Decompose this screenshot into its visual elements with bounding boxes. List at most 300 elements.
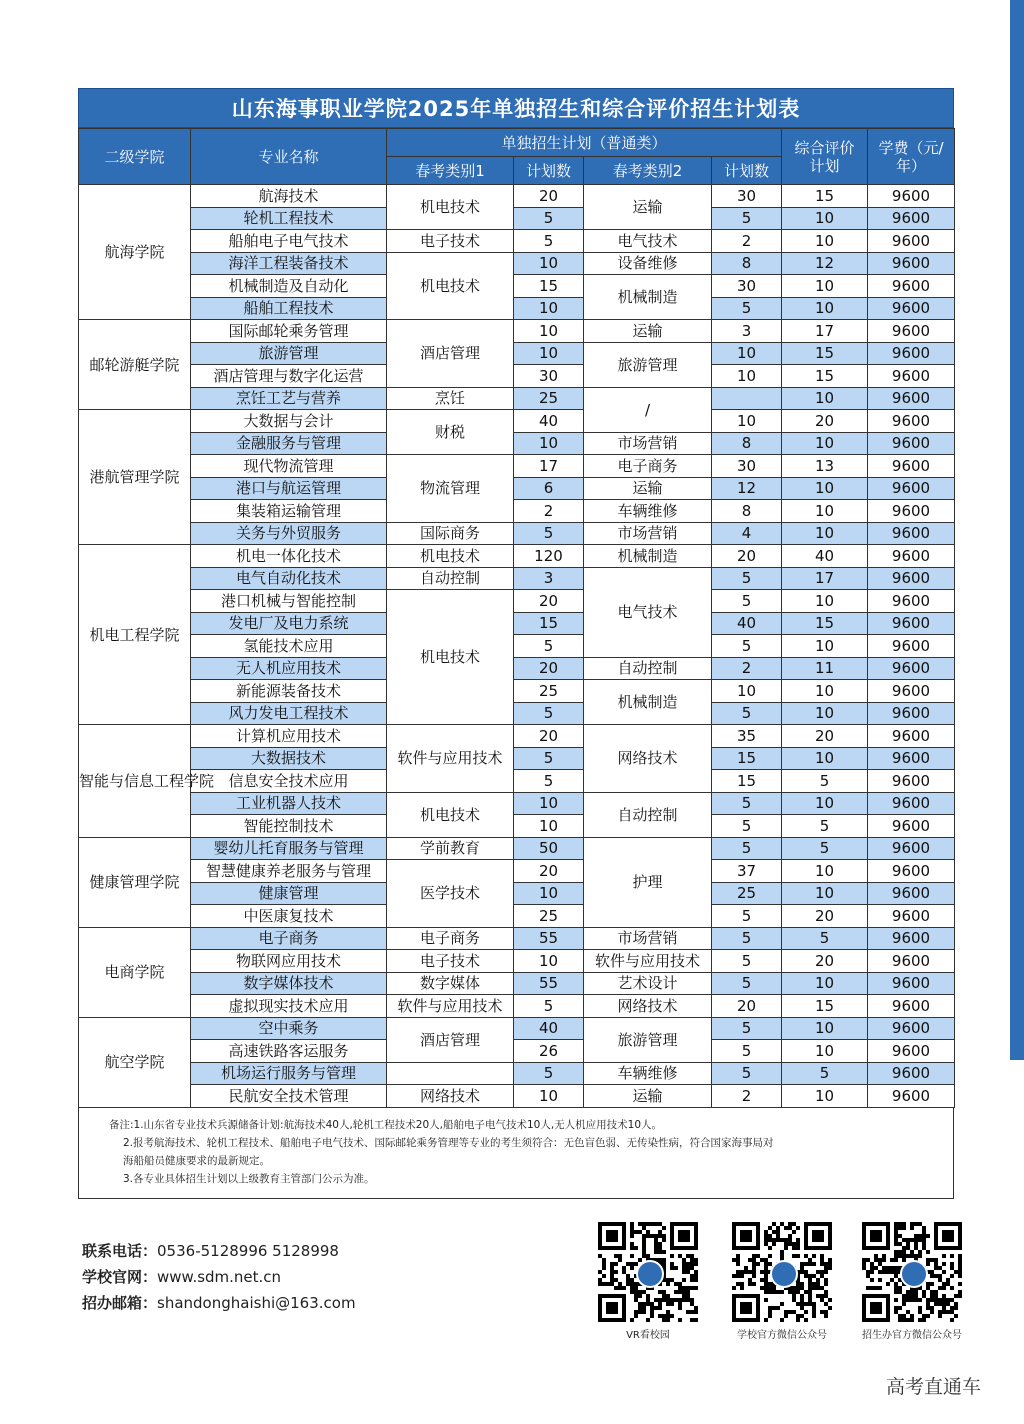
plan-count2-cell: 15 [712, 747, 782, 770]
spring-cat2-cell: 艺术设计 [584, 972, 712, 995]
spring-cat2-cell: 电气技术 [584, 230, 712, 253]
decorative-side-bar [1010, 0, 1024, 1060]
comprehensive-cell: 20 [782, 410, 868, 433]
plan-count2-cell: 5 [712, 1040, 782, 1063]
spring-cat2-cell: 机械制造 [584, 680, 712, 725]
tuition-cell: 9600 [868, 995, 955, 1018]
tuition-cell: 9600 [868, 230, 955, 253]
tuition-cell: 9600 [868, 680, 955, 703]
major-cell: 发电厂及电力系统 [191, 612, 387, 635]
tuition-cell: 9600 [868, 837, 955, 860]
spring-cat1-cell: 物流管理 [387, 455, 514, 523]
spring-cat2-cell: 旅游管理 [584, 1017, 712, 1062]
spring-cat2-cell: 运输 [584, 320, 712, 343]
table-row [79, 567, 955, 590]
table-row [79, 792, 955, 815]
major-cell: 计算机应用技术 [191, 725, 387, 748]
table-body [79, 185, 955, 1108]
spring-cat1-cell: 机电技术 [387, 545, 514, 568]
major-cell: 中医康复技术 [191, 905, 387, 928]
plan-count2-cell: 2 [712, 230, 782, 253]
plan-count1-cell: 25 [514, 905, 584, 928]
major-cell: 数字媒体技术 [191, 972, 387, 995]
comprehensive-cell: 10 [782, 1040, 868, 1063]
qr-caption: VR看校园 [626, 1330, 670, 1341]
plan-count1-cell: 17 [514, 455, 584, 478]
email-link[interactable]: shandonghaishi@163.com [157, 1294, 356, 1312]
major-cell: 酒店管理与数字化运营 [191, 365, 387, 388]
tuition-cell: 9600 [868, 410, 955, 433]
tuition-cell: 9600 [868, 1085, 955, 1108]
tuition-cell: 9600 [868, 882, 955, 905]
tuition-cell: 9600 [868, 792, 955, 815]
comprehensive-cell: 10 [782, 1017, 868, 1040]
plan-count1-cell: 20 [514, 657, 584, 680]
plan-count2-cell: 12 [712, 477, 782, 500]
tuition-cell: 9600 [868, 500, 955, 523]
tuition-cell: 9600 [868, 522, 955, 545]
comprehensive-cell: 5 [782, 927, 868, 950]
major-cell: 旅游管理 [191, 342, 387, 365]
plan-count1-cell: 3 [514, 567, 584, 590]
spring-cat1-cell: 机电技术 [387, 792, 514, 837]
tuition-cell: 9600 [868, 455, 955, 478]
plan-count2-cell: 25 [712, 882, 782, 905]
plan-count2-cell: 5 [712, 1017, 782, 1040]
plan-count1-cell: 10 [514, 815, 584, 838]
spring-cat2-cell: 设备维修 [584, 252, 712, 275]
qr-code-icon [598, 1222, 698, 1322]
major-cell: 大数据与会计 [191, 410, 387, 433]
college-cell: 航空学院 [79, 1017, 191, 1107]
table-row [79, 995, 955, 1018]
major-cell: 国际邮轮乘务管理 [191, 320, 387, 343]
tuition-cell: 9600 [868, 1040, 955, 1063]
major-cell: 民航安全技术管理 [191, 1085, 387, 1108]
spring-cat2-cell: 运输 [584, 1085, 712, 1108]
header-tuition: 学费（元/年） [868, 129, 955, 185]
plan-count2-cell: 5 [712, 567, 782, 590]
table-row [79, 972, 955, 995]
comprehensive-cell: 17 [782, 320, 868, 343]
plan-count1-cell: 5 [514, 1062, 584, 1085]
qr-vr-campus [598, 1222, 698, 1341]
tuition-cell: 9600 [868, 770, 955, 793]
plan-count1-cell: 120 [514, 545, 584, 568]
college-cell: 智能与信息工程学院 [79, 725, 191, 838]
header-major: 专业名称 [191, 129, 387, 185]
spring-cat2-cell: 电气技术 [584, 567, 712, 657]
comprehensive-cell: 10 [782, 702, 868, 725]
header-plan-count2: 计划数 [712, 157, 782, 185]
table-row [79, 612, 955, 635]
spring-cat1-cell: 电子商务 [387, 927, 514, 950]
table-row [79, 657, 955, 680]
comprehensive-cell: 10 [782, 860, 868, 883]
comprehensive-cell: 13 [782, 455, 868, 478]
spring-cat2-cell: 软件与应用技术 [584, 950, 712, 973]
plan-count1-cell: 55 [514, 972, 584, 995]
major-cell: 机场运行服务与管理 [191, 1062, 387, 1085]
tuition-cell: 9600 [868, 185, 955, 208]
plan-count1-cell: 40 [514, 410, 584, 433]
major-cell: 风力发电工程技术 [191, 702, 387, 725]
plan-count2-cell: 3 [712, 320, 782, 343]
comprehensive-cell: 10 [782, 522, 868, 545]
comprehensive-cell: 15 [782, 185, 868, 208]
spring-cat2-cell: 车辆维修 [584, 500, 712, 523]
plan-count2-cell: 40 [712, 612, 782, 635]
college-cell: 航海学院 [79, 185, 191, 320]
comprehensive-cell: 10 [782, 882, 868, 905]
major-cell: 集装箱运输管理 [191, 500, 387, 523]
table-row [79, 545, 955, 568]
spring-cat2-cell: 网络技术 [584, 725, 712, 793]
plan-count1-cell: 10 [514, 252, 584, 275]
tuition-cell: 9600 [868, 725, 955, 748]
enrollment-plan-table [78, 128, 955, 1108]
major-cell: 轮机工程技术 [191, 207, 387, 230]
table-row [79, 207, 955, 230]
comprehensive-cell: 12 [782, 252, 868, 275]
college-cell: 机电工程学院 [79, 545, 191, 725]
table-row [79, 747, 955, 770]
plan-count2-cell: 10 [712, 680, 782, 703]
plan-count1-cell: 55 [514, 927, 584, 950]
note-2: 2.报考航海技术、轮机工程技术、船舶电子电气技术、国际邮轮乘务管理等专业的考生须符合：无色盲色弱、无传染性病，符合国家海事局对 [123, 1136, 774, 1149]
plan-count2-cell: 30 [712, 275, 782, 298]
comprehensive-cell: 10 [782, 500, 868, 523]
comprehensive-cell: 10 [782, 972, 868, 995]
plan-count1-cell: 10 [514, 1085, 584, 1108]
qr-code-icon [862, 1222, 962, 1322]
header-single-plan: 单独招生计划（普通类） [387, 129, 782, 157]
tuition-cell: 9600 [868, 747, 955, 770]
comprehensive-cell: 10 [782, 387, 868, 410]
spring-cat2-cell: 机械制造 [584, 275, 712, 320]
table-row [79, 927, 955, 950]
comprehensive-cell: 15 [782, 612, 868, 635]
comprehensive-cell: 15 [782, 342, 868, 365]
comprehensive-cell: 5 [782, 1062, 868, 1085]
plan-count2-cell: 5 [712, 1062, 782, 1085]
comprehensive-cell: 17 [782, 567, 868, 590]
plan-count1-cell: 20 [514, 860, 584, 883]
comprehensive-cell: 15 [782, 365, 868, 388]
tuition-cell: 9600 [868, 950, 955, 973]
table-row [79, 230, 955, 253]
plan-count1-cell: 20 [514, 185, 584, 208]
plan-count2-cell: 5 [712, 297, 782, 320]
major-cell: 高速铁路客运服务 [191, 1040, 387, 1063]
tuition-cell: 9600 [868, 320, 955, 343]
header-college: 二级学院 [79, 129, 191, 185]
header-plan-count1: 计划数 [514, 157, 584, 185]
plan-count2-cell: 35 [712, 725, 782, 748]
spring-cat2-cell: / [584, 387, 712, 432]
comprehensive-cell: 40 [782, 545, 868, 568]
major-cell: 虚拟现实技术应用 [191, 995, 387, 1018]
plan-count1-cell: 5 [514, 995, 584, 1018]
tuition-cell: 9600 [868, 207, 955, 230]
college-cell: 港航管理学院 [79, 410, 191, 545]
plan-count1-cell: 5 [514, 702, 584, 725]
table-row [79, 365, 955, 388]
plan-count2-cell: 8 [712, 252, 782, 275]
spring-cat1-cell: 机电技术 [387, 590, 514, 725]
tuition-cell: 9600 [868, 545, 955, 568]
major-cell: 现代物流管理 [191, 455, 387, 478]
major-cell: 港口与航运管理 [191, 477, 387, 500]
college-cell: 健康管理学院 [79, 837, 191, 927]
major-cell: 电气自动化技术 [191, 567, 387, 590]
spring-cat1-cell: 机电技术 [387, 252, 514, 320]
tuition-cell: 9600 [868, 635, 955, 658]
page-title: 山东海事职业学院2025年单独招生和综合评价招生计划表 [78, 88, 954, 128]
spring-cat2-cell: 运输 [584, 185, 712, 230]
plan-count2-cell: 2 [712, 657, 782, 680]
header-spring-cat1: 春考类别1 [387, 157, 514, 185]
plan-count1-cell: 5 [514, 747, 584, 770]
plan-count1-cell: 10 [514, 342, 584, 365]
major-cell: 大数据技术 [191, 747, 387, 770]
plan-count2-cell: 5 [712, 207, 782, 230]
major-cell: 航海技术 [191, 185, 387, 208]
tuition-cell: 9600 [868, 252, 955, 275]
spring-cat2-cell: 护理 [584, 837, 712, 927]
plan-count1-cell: 20 [514, 590, 584, 613]
school-emblem-icon [770, 1260, 798, 1288]
plan-count1-cell: 10 [514, 792, 584, 815]
tuition-cell: 9600 [868, 365, 955, 388]
plan-count2-cell: 5 [712, 950, 782, 973]
major-cell: 烹饪工艺与营养 [191, 387, 387, 410]
plan-count2-cell: 5 [712, 972, 782, 995]
site-link[interactable]: www.sdm.net.cn [157, 1268, 282, 1286]
plan-count2-cell: 30 [712, 455, 782, 478]
plan-count2-cell: 30 [712, 185, 782, 208]
major-cell: 健康管理 [191, 882, 387, 905]
comprehensive-cell: 20 [782, 905, 868, 928]
comprehensive-cell: 5 [782, 815, 868, 838]
comprehensive-cell: 10 [782, 432, 868, 455]
spring-cat2-cell: 自动控制 [584, 792, 712, 837]
tuition-cell: 9600 [868, 815, 955, 838]
spring-cat1-cell: 酒店管理 [387, 320, 514, 388]
comprehensive-cell: 10 [782, 590, 868, 613]
table-row [79, 342, 955, 365]
spring-cat1-cell: 电子技术 [387, 230, 514, 253]
contact-info [82, 1238, 356, 1316]
tuition-cell: 9600 [868, 275, 955, 298]
spring-cat1-cell: 烹饪 [387, 387, 514, 410]
plan-count1-cell: 20 [514, 725, 584, 748]
comprehensive-cell: 15 [782, 995, 868, 1018]
plan-count2-cell: 5 [712, 635, 782, 658]
plan-count2-cell [712, 387, 782, 410]
note-1: 备注:1.山东省专业技术兵源储备计划:航海技术40人,轮机工程技术20人,船舶电子电气技术10人,无人机应用技术10人。 [109, 1118, 663, 1131]
major-cell: 电子商务 [191, 927, 387, 950]
table-row [79, 882, 955, 905]
header-spring-cat2: 春考类别2 [584, 157, 712, 185]
major-cell: 氢能技术应用 [191, 635, 387, 658]
spring-cat2-cell: 电子商务 [584, 455, 712, 478]
tuition-cell: 9600 [868, 612, 955, 635]
phone-value: 0536-5128996 5128998 [157, 1242, 339, 1260]
plan-count1-cell: 50 [514, 837, 584, 860]
tuition-cell: 9600 [868, 657, 955, 680]
table-row [79, 500, 955, 523]
plan-count2-cell: 5 [712, 815, 782, 838]
college-cell: 电商学院 [79, 927, 191, 1017]
plan-count2-cell: 2 [712, 1085, 782, 1108]
table-row [79, 320, 955, 343]
table-row [79, 185, 955, 208]
table-row [79, 1062, 955, 1085]
plan-count1-cell: 40 [514, 1017, 584, 1040]
spring-cat1-cell: 学前教育 [387, 837, 514, 860]
plan-count2-cell: 5 [712, 792, 782, 815]
comprehensive-cell: 10 [782, 1085, 868, 1108]
plan-count2-cell: 4 [712, 522, 782, 545]
spring-cat2-cell: 市场营销 [584, 927, 712, 950]
spring-cat2-cell: 旅游管理 [584, 342, 712, 387]
spring-cat1-cell: 数字媒体 [387, 972, 514, 995]
header-comprehensive: 综合评价计划 [782, 129, 868, 185]
spring-cat2-cell: 运输 [584, 477, 712, 500]
plan-count1-cell: 2 [514, 500, 584, 523]
comprehensive-cell: 20 [782, 950, 868, 973]
spring-cat1-cell: 电子技术 [387, 950, 514, 973]
tuition-cell: 9600 [868, 972, 955, 995]
qr-caption: 学校官方微信公众号 [737, 1330, 827, 1341]
comprehensive-cell: 11 [782, 657, 868, 680]
plan-count1-cell: 5 [514, 635, 584, 658]
tuition-cell: 9600 [868, 1017, 955, 1040]
spring-cat1-cell [387, 1062, 514, 1085]
spring-cat1-cell: 自动控制 [387, 567, 514, 590]
plan-count1-cell: 6 [514, 477, 584, 500]
major-cell: 工业机器人技术 [191, 792, 387, 815]
qr-school-wechat [732, 1222, 832, 1341]
tuition-cell: 9600 [868, 927, 955, 950]
table-row [79, 252, 955, 275]
plan-count1-cell: 5 [514, 522, 584, 545]
plan-count1-cell: 10 [514, 320, 584, 343]
spring-cat2-cell: 市场营销 [584, 522, 712, 545]
tuition-cell: 9600 [868, 477, 955, 500]
major-cell: 金融服务与管理 [191, 432, 387, 455]
plan-count2-cell: 20 [712, 995, 782, 1018]
table-row [79, 432, 955, 455]
plan-count2-cell: 20 [712, 545, 782, 568]
spring-cat1-cell: 国际商务 [387, 522, 514, 545]
tuition-cell: 9600 [868, 1062, 955, 1085]
table-row [79, 477, 955, 500]
comprehensive-cell: 5 [782, 770, 868, 793]
plan-count1-cell: 25 [514, 680, 584, 703]
table-row [79, 702, 955, 725]
comprehensive-cell: 10 [782, 792, 868, 815]
school-emblem-icon [900, 1260, 928, 1288]
plan-count2-cell: 10 [712, 410, 782, 433]
spring-cat2-cell: 市场营销 [584, 432, 712, 455]
comprehensive-cell: 20 [782, 725, 868, 748]
table-row [79, 905, 955, 928]
table-row [79, 1085, 955, 1108]
comprehensive-cell: 10 [782, 477, 868, 500]
plan-count2-cell: 5 [712, 590, 782, 613]
site-label: 学校官网： [82, 1268, 158, 1286]
plan-count2-cell: 8 [712, 432, 782, 455]
major-cell: 无人机应用技术 [191, 657, 387, 680]
spring-cat1-cell: 软件与应用技术 [387, 995, 514, 1018]
plan-count2-cell: 5 [712, 905, 782, 928]
major-cell: 机电一体化技术 [191, 545, 387, 568]
spring-cat1-cell: 机电技术 [387, 185, 514, 230]
table-row [79, 275, 955, 298]
comprehensive-cell: 5 [782, 837, 868, 860]
tuition-cell: 9600 [868, 432, 955, 455]
comprehensive-cell: 10 [782, 275, 868, 298]
comprehensive-cell: 10 [782, 680, 868, 703]
tuition-cell: 9600 [868, 342, 955, 365]
major-cell: 物联网应用技术 [191, 950, 387, 973]
comprehensive-cell: 10 [782, 230, 868, 253]
spring-cat1-cell: 酒店管理 [387, 1017, 514, 1062]
major-cell: 船舶工程技术 [191, 297, 387, 320]
major-cell: 空中乘务 [191, 1017, 387, 1040]
tuition-cell: 9600 [868, 702, 955, 725]
phone-label: 联系电话： [82, 1242, 158, 1260]
plan-table-frame [78, 88, 954, 1199]
college-cell: 邮轮游艇学院 [79, 320, 191, 410]
note-2-cont: 海船船员健康要求的最新规定。 [123, 1154, 270, 1167]
table-row [79, 522, 955, 545]
table-row [79, 635, 955, 658]
table-row [79, 387, 955, 410]
plan-count2-cell: 10 [712, 365, 782, 388]
plan-count1-cell: 5 [514, 207, 584, 230]
major-cell: 信息安全技术应用 [191, 770, 387, 793]
major-cell: 关务与外贸服务 [191, 522, 387, 545]
spring-cat1-cell: 软件与应用技术 [387, 725, 514, 793]
school-emblem-icon [636, 1260, 664, 1288]
table-row [79, 860, 955, 883]
qr-code-icon [732, 1222, 832, 1322]
table-row [79, 725, 955, 748]
plan-count2-cell: 10 [712, 342, 782, 365]
comprehensive-cell: 10 [782, 207, 868, 230]
table-row [79, 297, 955, 320]
major-cell: 新能源装备技术 [191, 680, 387, 703]
tuition-cell: 9600 [868, 905, 955, 928]
plan-count2-cell: 5 [712, 837, 782, 860]
comprehensive-cell: 10 [782, 635, 868, 658]
spring-cat2-cell: 自动控制 [584, 657, 712, 680]
plan-count2-cell: 5 [712, 702, 782, 725]
plan-count1-cell: 26 [514, 1040, 584, 1063]
table-row [79, 837, 955, 860]
watermark: 高考直通车 [886, 1376, 982, 1398]
table-row [79, 815, 955, 838]
notes [78, 1108, 954, 1199]
spring-cat2-cell: 车辆维修 [584, 1062, 712, 1085]
qr-caption: 招生办官方微信公众号 [862, 1330, 962, 1341]
note-3: 3.各专业具体招生计划以上级教育主管部门公示为准。 [123, 1172, 375, 1185]
plan-count2-cell: 8 [712, 500, 782, 523]
tuition-cell: 9600 [868, 860, 955, 883]
